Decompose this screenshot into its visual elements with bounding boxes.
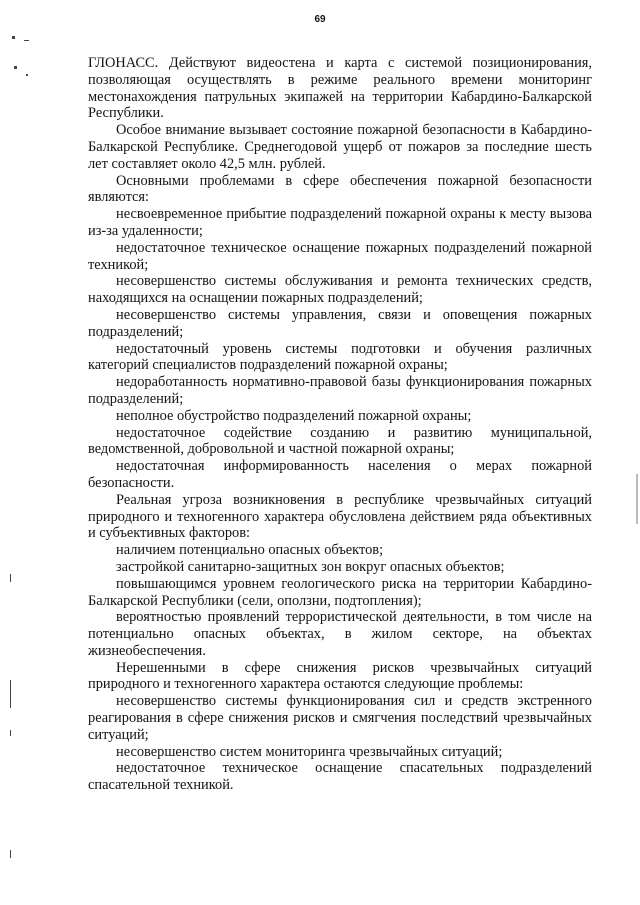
- paragraph: недоработанность нормативно-правовой базы функционирования пожарных подразделений;: [88, 374, 592, 407]
- scan-speck: [10, 574, 11, 582]
- scan-speck: [26, 74, 28, 76]
- scan-speck: [10, 680, 11, 708]
- scan-speck: [14, 66, 17, 69]
- paragraph: вероятностью проявлений террористической деятельности, в том числе на потенциально опасных объектах, в жилом секторе, на объектах жизнеобеспечения.: [88, 609, 592, 659]
- paragraph: несовершенство системы функционирования сил и средств экстренного реагирования в сфере снижения рисков и смягчения последствий чрезвычайных ситуаций;: [88, 693, 592, 743]
- paragraph: наличием потенциально опасных объектов;: [116, 542, 384, 559]
- document-body: [88, 55, 592, 794]
- scan-speck: [636, 474, 638, 524]
- paragraph: застройкой санитарно-защитных зон вокруг опасных объектов;: [116, 558, 505, 575]
- paragraph: недостаточное содействие созданию и развитию муниципальной, ведомственной, добровольной и частной пожарной охраны;: [88, 424, 592, 458]
- scan-speck: [24, 40, 29, 41]
- paragraph: неполное обустройство подразделений пожарной охраны;: [116, 407, 472, 424]
- paragraph: ГЛОНАСС. Действуют видеостена и карта с системой позиционирования, позволяющая осуществлять в режиме реального времени мониторинг местонахождения патрульных экипажей на территории Кабардино-Балкарской Республики.: [88, 55, 592, 122]
- scan-speck: [10, 850, 11, 858]
- paragraph: недостаточное техническое оснащение спасательных подразделений спасательной техникой.: [88, 760, 592, 794]
- page-number: 69: [314, 14, 326, 25]
- scan-speck: [10, 730, 11, 736]
- paragraph: несовершенство системы управления, связи и оповещения пожарных подразделений;: [88, 306, 592, 340]
- paragraph: Основными проблемами в сфере обеспечения пожарной безопасности являются:: [88, 172, 592, 206]
- paragraph: несвоевременное прибытие подразделений пожарной охраны к месту вызова из-за удаленности;: [88, 206, 592, 239]
- paragraph: несовершенство систем мониторинга чрезвычайных ситуаций;: [116, 743, 503, 760]
- paragraph: Нерешенными в сфере снижения рисков чрезвычайных ситуаций природного и техногенного характера остаются следующие проблемы:: [88, 659, 592, 693]
- paragraph: Реальная угроза возникновения в республике чрезвычайных ситуаций природного и техногенного характера обусловлена действием ряда объективных и субъективных факторов:: [88, 491, 592, 542]
- scan-speck: [12, 36, 15, 39]
- paragraph: недостаточный уровень системы подготовки и обучения различных категорий специалистов подразделений пожарной охраны;: [88, 340, 592, 374]
- paragraph: несовершенство системы обслуживания и ремонта технических средств, находящихся на оснащении пожарных подразделений;: [88, 273, 592, 307]
- paragraph: повышающимся уровнем геологического риска на территории Кабардино-Балкарской Республики (сели, оползни, подтопления);: [88, 575, 592, 609]
- paragraph: Особое внимание вызывает состояние пожарной безопасности в Кабардино-Балкарской Республике. Среднегодовой ущерб от пожаров за последние шесть лет составляет около 42,5 млн. рублей.: [88, 122, 592, 172]
- paragraph: недостаточное техническое оснащение пожарных подразделений пожарной техникой;: [88, 239, 592, 273]
- paragraph: недостаточная информированность населения о мерах пожарной безопасности.: [88, 458, 592, 491]
